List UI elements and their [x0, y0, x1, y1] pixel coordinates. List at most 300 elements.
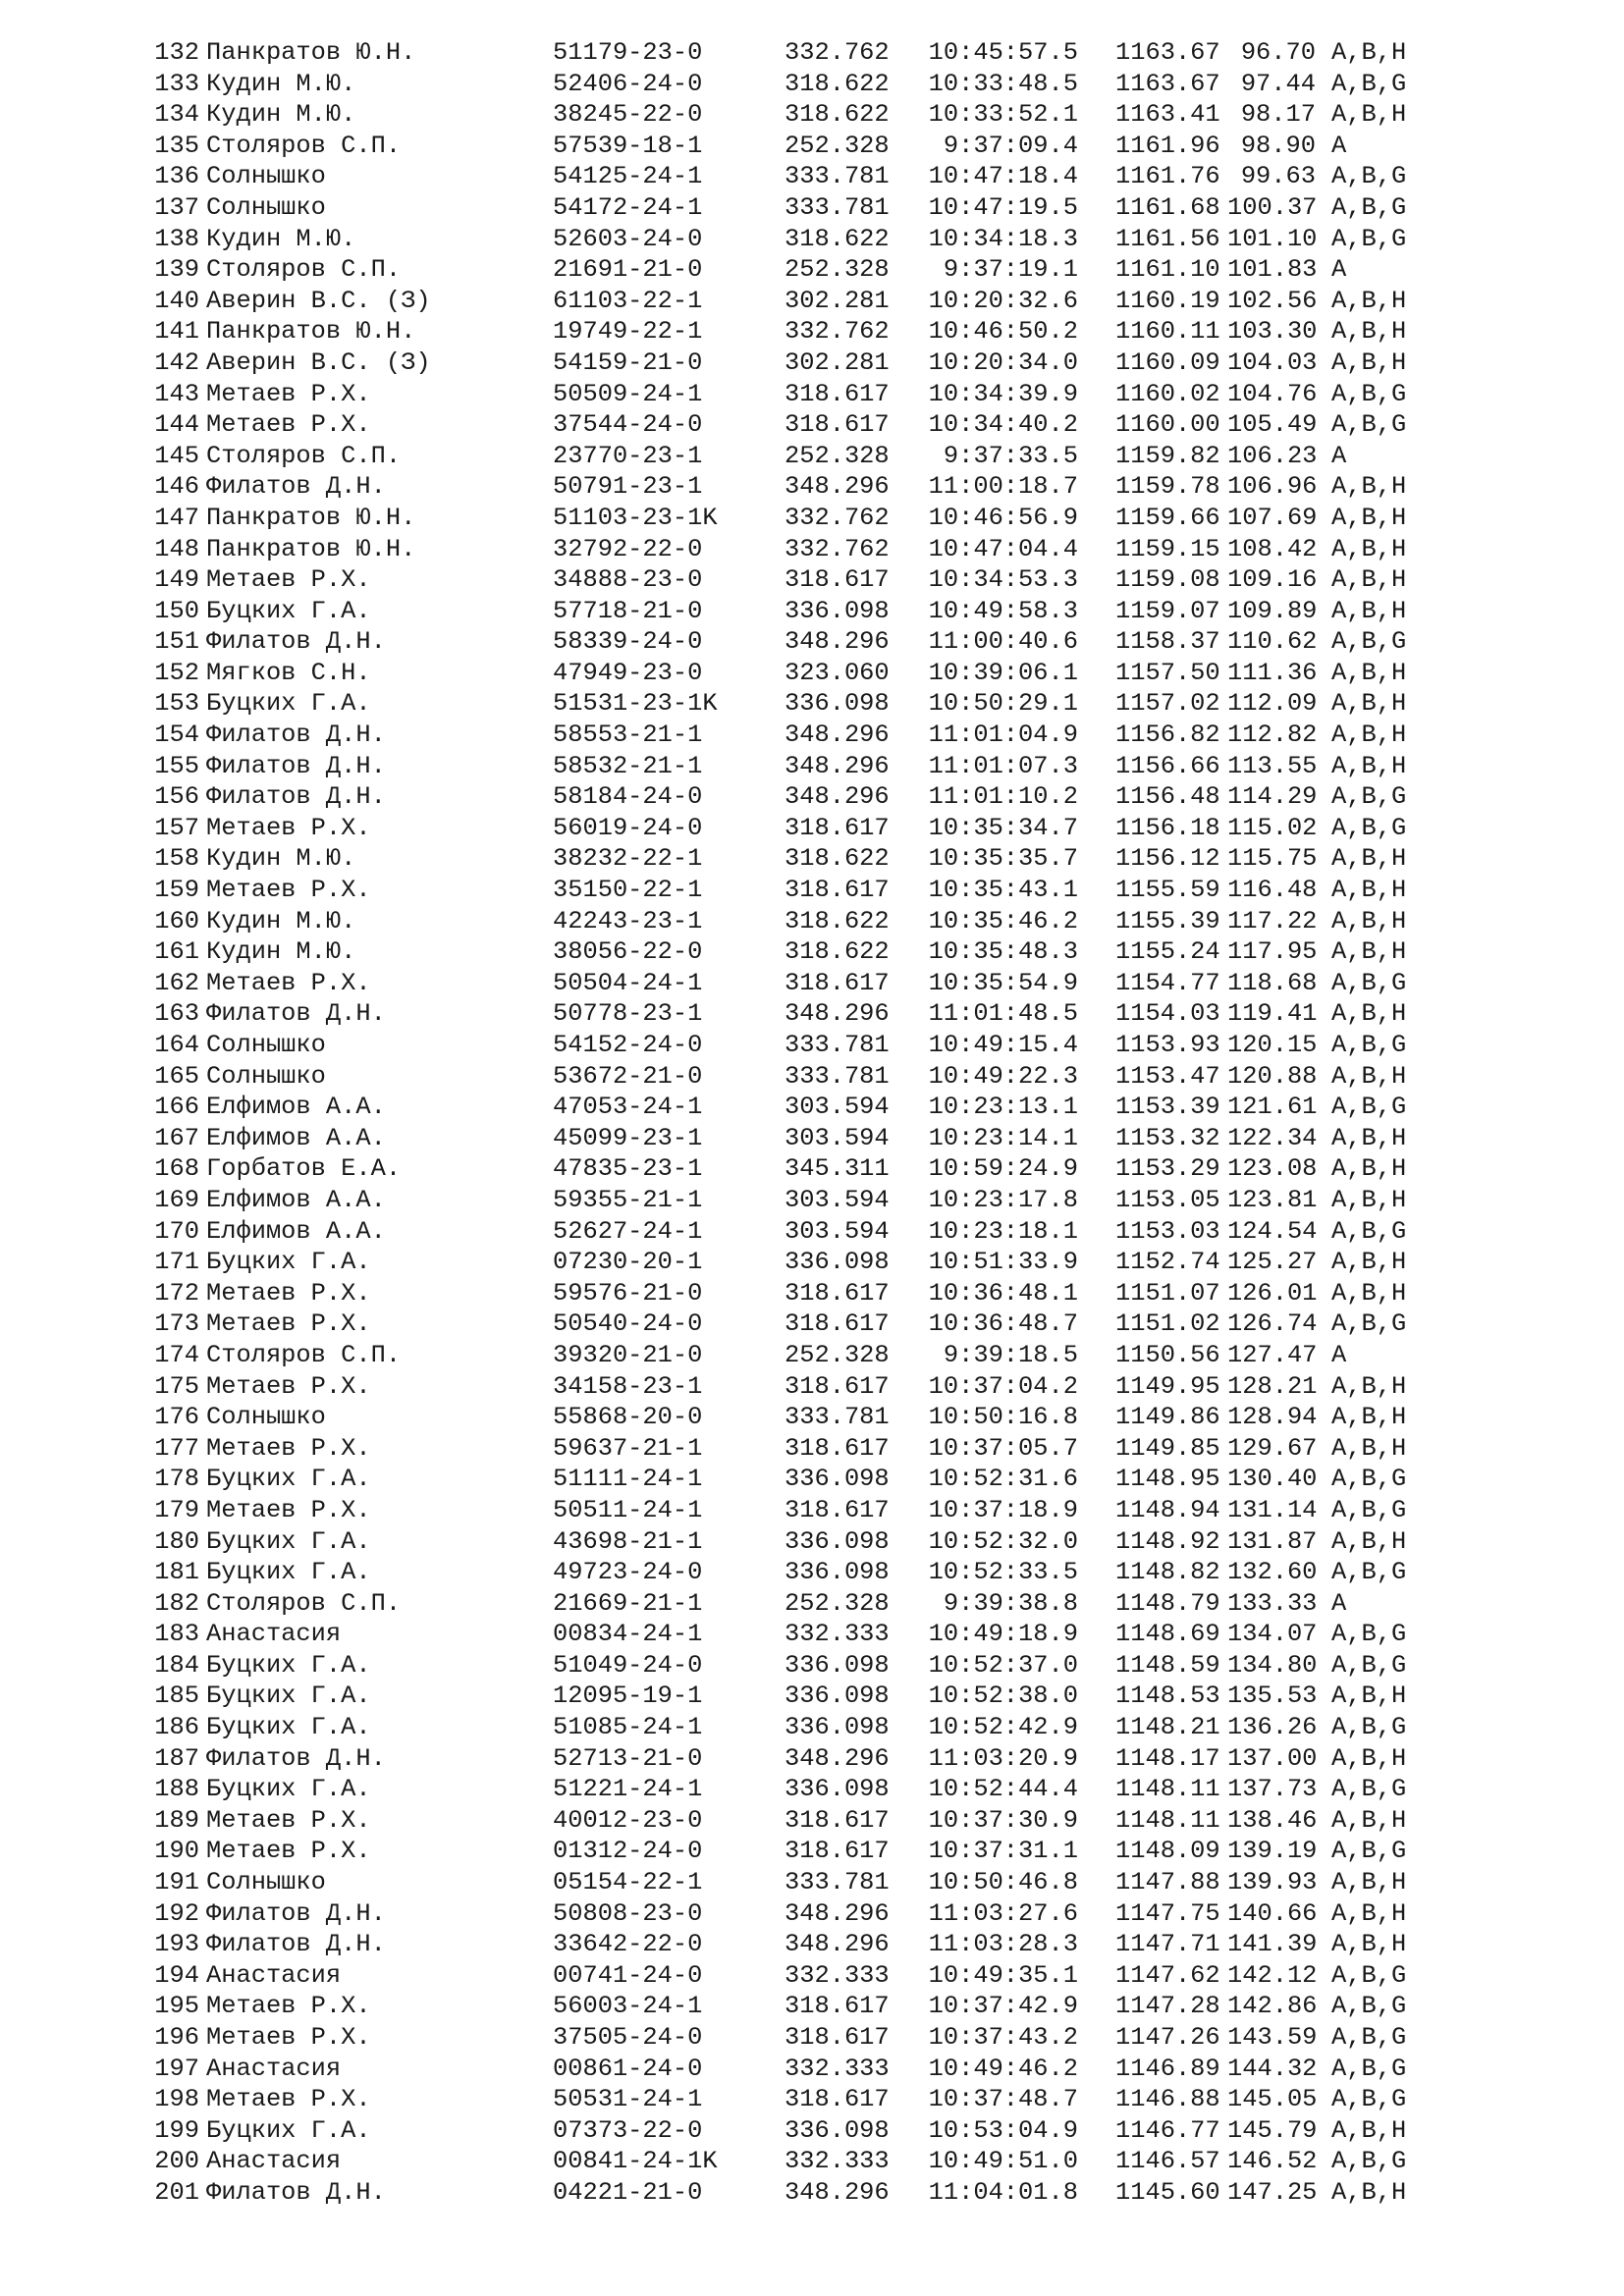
coefficient: 99.63: [1240, 162, 1316, 191]
speed: 1159.66: [1115, 503, 1220, 532]
arrival-time: 10:46:56.9: [928, 503, 1078, 532]
arrival-time: 10:35:34.7: [928, 813, 1078, 842]
participant-name: Елфимов А.А.: [206, 1093, 386, 1122]
categories: A,B,H: [1331, 876, 1407, 905]
ring-number: 51111-24-1: [553, 1465, 703, 1494]
distance: 332.762: [785, 503, 890, 532]
distance: 318.617: [785, 813, 890, 842]
distance: 333.781: [785, 1403, 890, 1432]
categories: A,B,G: [1331, 1465, 1407, 1494]
speed: 1147.75: [1115, 1898, 1220, 1928]
arrival-time: 11:00:40.6: [928, 627, 1078, 657]
distance: 323.060: [785, 658, 890, 687]
categories: A,B,H: [1331, 596, 1407, 625]
distance: 336.098: [785, 1526, 890, 1556]
distance: 318.622: [785, 224, 890, 253]
coefficient: 128.94: [1227, 1403, 1318, 1432]
distance: 318.617: [785, 410, 890, 440]
participant-name: Столяров С.П.: [206, 441, 402, 470]
categories: A,B,H: [1331, 1433, 1407, 1463]
categories: A: [1331, 441, 1347, 470]
coefficient: 124.54: [1227, 1216, 1318, 1246]
arrival-time: 9:39:18.5: [943, 1340, 1078, 1369]
categories: A,B,H: [1331, 286, 1407, 315]
place-number: 161: [154, 937, 199, 967]
ring-number: 51049-24-0: [553, 1650, 703, 1680]
place-number: 155: [154, 751, 199, 780]
coefficient: 118.68: [1227, 968, 1318, 997]
participant-name: Анастасия: [206, 1960, 342, 1990]
arrival-time: 10:33:48.5: [928, 69, 1078, 98]
participant-name: Буцких Г.А.: [206, 689, 371, 719]
participant-name: Столяров С.П.: [206, 131, 402, 160]
arrival-time: 10:35:46.2: [928, 906, 1078, 935]
ring-number: 51179-23-0: [553, 38, 703, 67]
participant-name: Филатов Д.Н.: [206, 2177, 386, 2207]
ring-number: 59637-21-1: [553, 1433, 703, 1463]
ring-number: 07230-20-1: [553, 1248, 703, 1277]
participant-name: Метаев Р.Х.: [206, 2085, 371, 2114]
ring-number: 50504-24-1: [553, 968, 703, 997]
speed: 1160.11: [1115, 317, 1220, 347]
distance: 318.617: [785, 1309, 890, 1339]
coefficient: 144.32: [1227, 2054, 1318, 2083]
arrival-time: 10:52:31.6: [928, 1465, 1078, 1494]
participant-name: Метаев Р.Х.: [206, 968, 371, 997]
arrival-time: 11:04:01.8: [928, 2177, 1078, 2207]
arrival-time: 10:49:18.9: [928, 1620, 1078, 1649]
ring-number: 58339-24-0: [553, 627, 703, 657]
speed: 1148.59: [1115, 1650, 1220, 1680]
speed: 1160.09: [1115, 347, 1220, 377]
participant-name: Анастасия: [206, 2054, 342, 2083]
categories: A,B,H: [1331, 317, 1407, 347]
speed: 1156.66: [1115, 751, 1220, 780]
speed: 1159.15: [1115, 534, 1220, 563]
speed: 1154.03: [1115, 999, 1220, 1029]
coefficient: 131.87: [1227, 1526, 1318, 1556]
place-number: 164: [154, 1031, 199, 1059]
ring-number: 59576-21-0: [553, 1278, 703, 1308]
place-number: 184: [154, 1650, 199, 1680]
categories: A: [1331, 255, 1347, 285]
categories: A,B,H: [1331, 100, 1407, 130]
speed: 1146.57: [1115, 2147, 1220, 2176]
distance: 348.296: [785, 1743, 890, 1773]
participant-name: Метаев Р.Х.: [206, 813, 371, 842]
place-number: 188: [154, 1775, 199, 1804]
coefficient: 142.12: [1227, 1960, 1318, 1990]
participant-name: Солнышко: [206, 192, 326, 222]
categories: A,B,H: [1331, 38, 1407, 67]
coefficient: 113.55: [1227, 751, 1318, 780]
coefficient: 114.29: [1227, 782, 1318, 812]
speed: 1148.82: [1115, 1558, 1220, 1587]
distance: 348.296: [785, 627, 890, 657]
participant-name: Филатов Д.Н.: [206, 1743, 386, 1773]
coefficient: 115.02: [1227, 813, 1318, 842]
coefficient: 110.62: [1227, 627, 1318, 657]
participant-name: Аверин В.С. (З): [206, 347, 431, 377]
participant-name: Буцких Г.А.: [206, 2115, 371, 2145]
participant-name: Аверин В.С. (З): [206, 286, 431, 315]
speed: 1151.07: [1115, 1278, 1220, 1308]
categories: A,B,H: [1331, 1743, 1407, 1773]
ring-number: 21691-21-0: [553, 255, 703, 285]
coefficient: 139.19: [1227, 1837, 1318, 1866]
arrival-time: 10:49:51.0: [928, 2147, 1078, 2176]
distance: 302.281: [785, 286, 890, 315]
participant-name: Горбатов Е.А.: [206, 1154, 402, 1184]
ring-number: 39320-21-0: [553, 1340, 703, 1369]
arrival-time: 10:39:06.1: [928, 658, 1078, 687]
categories: A,B,H: [1331, 565, 1407, 595]
participant-name: Буцких Г.А.: [206, 596, 371, 625]
categories: A,B,H: [1331, 751, 1407, 780]
categories: A: [1331, 1340, 1347, 1369]
place-number: 171: [154, 1248, 199, 1277]
place-number: 195: [154, 1992, 199, 2021]
arrival-time: 10:49:58.3: [928, 596, 1078, 625]
participant-name: Буцких Г.А.: [206, 1465, 371, 1494]
participant-name: Панкратов Ю.Н.: [206, 317, 416, 347]
coefficient: 147.25: [1227, 2177, 1318, 2207]
distance: 333.781: [785, 162, 890, 191]
categories: A,B,H: [1331, 1278, 1407, 1308]
participant-name: Метаев Р.Х.: [206, 1837, 371, 1866]
categories: A,B,H: [1331, 1123, 1407, 1152]
categories: A,B,H: [1331, 1898, 1407, 1928]
participant-name: Филатов Д.Н.: [206, 721, 386, 750]
arrival-time: 10:47:18.4: [928, 162, 1078, 191]
ring-number: 37505-24-0: [553, 2023, 703, 2052]
participant-name: Солнышко: [206, 162, 326, 191]
ring-number: 01312-24-0: [553, 1837, 703, 1866]
arrival-time: 10:53:04.9: [928, 2115, 1078, 2145]
ring-number: 34888-23-0: [553, 565, 703, 595]
place-number: 187: [154, 1743, 199, 1773]
coefficient: 104.76: [1227, 379, 1318, 408]
place-number: 194: [154, 1960, 199, 1990]
coefficient: 136.26: [1227, 1713, 1318, 1742]
coefficient: 120.88: [1227, 1061, 1318, 1091]
categories: A,B,H: [1331, 1526, 1407, 1556]
distance: 336.098: [785, 2115, 890, 2145]
ring-number: 00861-24-0: [553, 2054, 703, 2083]
distance: 348.296: [785, 751, 890, 780]
place-number: 147: [154, 503, 199, 532]
speed: 1161.10: [1115, 255, 1220, 285]
distance: 318.617: [785, 968, 890, 997]
coefficient: 105.49: [1227, 410, 1318, 440]
speed: 1151.02: [1115, 1309, 1220, 1339]
speed: 1160.00: [1115, 410, 1220, 440]
coefficient: 116.48: [1227, 876, 1318, 905]
distance: 336.098: [785, 1713, 890, 1742]
categories: A,B,H: [1331, 1371, 1407, 1401]
participant-name: Метаев Р.Х.: [206, 2023, 371, 2052]
ring-number: 54172-24-1: [553, 192, 703, 222]
place-number: 141: [154, 317, 199, 347]
coefficient: 109.16: [1227, 565, 1318, 595]
ring-number: 05154-22-1: [553, 1868, 703, 1897]
distance: 318.617: [785, 1371, 890, 1401]
ring-number: 56003-24-1: [553, 1992, 703, 2021]
categories: A,B,G: [1331, 968, 1407, 997]
place-number: 191: [154, 1868, 199, 1897]
place-number: 146: [154, 472, 199, 502]
arrival-time: 10:37:48.7: [928, 2085, 1078, 2114]
speed: 1148.79: [1115, 1588, 1220, 1618]
distance: 336.098: [785, 1775, 890, 1804]
participant-name: Кудин М.Ю.: [206, 906, 356, 935]
arrival-time: 10:49:35.1: [928, 1960, 1078, 1990]
categories: A,B,G: [1331, 1495, 1407, 1524]
arrival-time: 10:35:35.7: [928, 844, 1078, 874]
arrival-time: 10:20:32.6: [928, 286, 1078, 315]
place-number: 183: [154, 1620, 199, 1649]
place-number: 158: [154, 844, 199, 874]
ring-number: 45099-23-1: [553, 1123, 703, 1152]
ring-number: 50808-23-0: [553, 1898, 703, 1928]
arrival-time: 10:50:46.8: [928, 1868, 1078, 1897]
speed: 1148.21: [1115, 1713, 1220, 1742]
arrival-time: 10:52:42.9: [928, 1713, 1078, 1742]
arrival-time: 10:47:04.4: [928, 534, 1078, 563]
place-number: 149: [154, 565, 199, 595]
speed: 1148.69: [1115, 1620, 1220, 1649]
speed: 1147.71: [1115, 1930, 1220, 1959]
distance: 318.622: [785, 937, 890, 967]
participant-name: Метаев Р.Х.: [206, 1495, 371, 1524]
distance: 332.333: [785, 1960, 890, 1990]
speed: 1153.05: [1115, 1185, 1220, 1214]
coefficient: 101.10: [1227, 224, 1318, 253]
arrival-time: 10:51:33.9: [928, 1248, 1078, 1277]
coefficient: 111.36: [1227, 658, 1318, 687]
categories: A,B,G: [1331, 1093, 1407, 1122]
speed: 1156.12: [1115, 844, 1220, 874]
coefficient: 140.66: [1227, 1898, 1318, 1928]
arrival-time: 11:03:27.6: [928, 1898, 1078, 1928]
participant-name: Буцких Г.А.: [206, 1526, 371, 1556]
participant-name: Анастасия: [206, 1620, 342, 1649]
speed: 1148.09: [1115, 1837, 1220, 1866]
arrival-time: 10:36:48.1: [928, 1278, 1078, 1308]
speed: 1155.59: [1115, 876, 1220, 905]
categories: A,B,H: [1331, 937, 1407, 967]
place-number: 181: [154, 1558, 199, 1587]
place-number: 178: [154, 1465, 199, 1494]
arrival-time: 10:34:53.3: [928, 565, 1078, 595]
place-number: 163: [154, 999, 199, 1029]
arrival-time: 9:39:38.8: [943, 1588, 1078, 1618]
place-number: 176: [154, 1403, 199, 1432]
place-number: 165: [154, 1061, 199, 1091]
ring-number: 50531-24-1: [553, 2085, 703, 2114]
participant-name: Филатов Д.Н.: [206, 627, 386, 657]
categories: A,B,H: [1331, 1805, 1407, 1835]
speed: 1146.77: [1115, 2115, 1220, 2145]
place-number: 168: [154, 1154, 199, 1184]
place-number: 150: [154, 596, 199, 625]
participant-name: Метаев Р.Х.: [206, 1805, 371, 1835]
categories: A,B,H: [1331, 999, 1407, 1029]
ring-number: 40012-23-0: [553, 1805, 703, 1835]
arrival-time: 10:52:38.0: [928, 1682, 1078, 1711]
place-number: 151: [154, 627, 199, 657]
categories: A,B,H: [1331, 1682, 1407, 1711]
participant-name: Панкратов Ю.Н.: [206, 534, 416, 563]
categories: A,B,H: [1331, 1185, 1407, 1214]
participant-name: Филатов Д.Н.: [206, 782, 386, 812]
speed: 1156.18: [1115, 813, 1220, 842]
speed: 1163.67: [1115, 38, 1220, 67]
speed: 1147.62: [1115, 1960, 1220, 1990]
categories: A,B,G: [1331, 1837, 1407, 1866]
arrival-time: 10:33:52.1: [928, 100, 1078, 130]
arrival-time: 10:36:48.7: [928, 1309, 1078, 1339]
place-number: 152: [154, 658, 199, 687]
participant-name: Панкратов Ю.Н.: [206, 38, 416, 67]
speed: 1159.82: [1115, 441, 1220, 470]
place-number: 157: [154, 813, 199, 842]
coefficient: 137.00: [1227, 1743, 1318, 1773]
arrival-time: 10:23:17.8: [928, 1185, 1078, 1214]
distance: 332.762: [785, 534, 890, 563]
coefficient: 119.41: [1227, 999, 1318, 1029]
coefficient: 125.27: [1227, 1248, 1318, 1277]
ring-number: 35150-22-1: [553, 876, 703, 905]
participant-name: Солнышко: [206, 1868, 326, 1897]
place-number: 137: [154, 192, 199, 222]
arrival-time: 10:37:42.9: [928, 1992, 1078, 2021]
coefficient: 143.59: [1227, 2023, 1318, 2052]
speed: 1152.74: [1115, 1248, 1220, 1277]
place-number: 136: [154, 162, 199, 191]
participant-name: Метаев Р.Х.: [206, 410, 371, 440]
arrival-time: 9:37:33.5: [943, 441, 1078, 470]
categories: A,B,G: [1331, 2023, 1407, 2052]
speed: 1163.67: [1115, 69, 1220, 98]
speed: 1148.92: [1115, 1526, 1220, 1556]
categories: A,B,G: [1331, 1216, 1407, 1246]
arrival-time: 10:23:14.1: [928, 1123, 1078, 1152]
speed: 1147.88: [1115, 1868, 1220, 1897]
categories: A,B,G: [1331, 162, 1407, 191]
coefficient: 142.86: [1227, 1992, 1318, 2021]
participant-name: Солнышко: [206, 1061, 326, 1091]
categories: A,B,G: [1331, 1992, 1407, 2021]
participant-name: Мягков С.Н.: [206, 658, 371, 687]
coefficient: 101.83: [1227, 255, 1318, 285]
speed: 1148.17: [1115, 1743, 1220, 1773]
distance: 333.781: [785, 1868, 890, 1897]
ring-number: 50511-24-1: [553, 1495, 703, 1524]
coefficient: 108.42: [1227, 534, 1318, 563]
arrival-time: 10:37:30.9: [928, 1805, 1078, 1835]
speed: 1158.37: [1115, 627, 1220, 657]
place-number: 196: [154, 2023, 199, 2052]
distance: 252.328: [785, 131, 890, 160]
coefficient: 126.01: [1227, 1278, 1318, 1308]
ring-number: 12095-19-1: [553, 1682, 703, 1711]
ring-number: 50778-23-1: [553, 999, 703, 1029]
speed: 1159.07: [1115, 596, 1220, 625]
ring-number: 58553-21-1: [553, 721, 703, 750]
ring-number: 56019-24-0: [553, 813, 703, 842]
arrival-time: 9:37:19.1: [943, 255, 1078, 285]
distance: 318.622: [785, 906, 890, 935]
coefficient: 146.52: [1227, 2147, 1318, 2176]
distance: 333.781: [785, 192, 890, 222]
participant-name: Метаев Р.Х.: [206, 1371, 371, 1401]
ring-number: 00841-24-1K: [553, 2147, 718, 2176]
categories: A,B,G: [1331, 1960, 1407, 1990]
speed: 1160.02: [1115, 379, 1220, 408]
speed: 1161.96: [1115, 131, 1220, 160]
arrival-time: 10:49:46.2: [928, 2054, 1078, 2083]
place-number: 160: [154, 906, 199, 935]
categories: A,B,H: [1331, 689, 1407, 719]
ring-number: 49723-24-0: [553, 1558, 703, 1587]
speed: 1161.56: [1115, 224, 1220, 253]
distance: 318.617: [785, 1495, 890, 1524]
ring-number: 55868-20-0: [553, 1403, 703, 1432]
categories: A,B,G: [1331, 410, 1407, 440]
categories: A: [1331, 1588, 1347, 1618]
coefficient: 130.40: [1227, 1465, 1318, 1494]
place-number: 186: [154, 1713, 199, 1742]
arrival-time: 10:50:16.8: [928, 1403, 1078, 1432]
coefficient: 127.47: [1227, 1340, 1318, 1369]
arrival-time: 10:37:18.9: [928, 1495, 1078, 1524]
place-number: 192: [154, 1898, 199, 1928]
coefficient: 145.79: [1227, 2115, 1318, 2145]
participant-name: Буцких Г.А.: [206, 1650, 371, 1680]
ring-number: 47949-23-0: [553, 658, 703, 687]
categories: A,B,H: [1331, 1154, 1407, 1184]
distance: 303.594: [785, 1185, 890, 1214]
categories: A,B,G: [1331, 813, 1407, 842]
categories: A,B,G: [1331, 1713, 1407, 1742]
ring-number: 42243-23-1: [553, 906, 703, 935]
ring-number: 50509-24-1: [553, 379, 703, 408]
distance: 252.328: [785, 255, 890, 285]
distance: 336.098: [785, 689, 890, 719]
distance: 318.622: [785, 844, 890, 874]
distance: 318.622: [785, 69, 890, 98]
coefficient: 129.67: [1227, 1433, 1318, 1463]
speed: 1159.78: [1115, 472, 1220, 502]
place-number: 153: [154, 689, 199, 719]
categories: A,B,H: [1331, 658, 1407, 687]
place-number: 170: [154, 1216, 199, 1246]
distance: 303.594: [785, 1123, 890, 1152]
ring-number: 00741-24-0: [553, 1960, 703, 1990]
distance: 348.296: [785, 782, 890, 812]
place-number: 175: [154, 1371, 199, 1401]
coefficient: 96.70: [1240, 38, 1316, 67]
arrival-time: 10:34:18.3: [928, 224, 1078, 253]
distance: 252.328: [785, 1588, 890, 1618]
place-number: 174: [154, 1340, 199, 1369]
ring-number: 33642-22-0: [553, 1930, 703, 1959]
place-number: 185: [154, 1682, 199, 1711]
place-number: 145: [154, 441, 199, 470]
arrival-time: 11:01:48.5: [928, 999, 1078, 1029]
categories: A,B,H: [1331, 534, 1407, 563]
